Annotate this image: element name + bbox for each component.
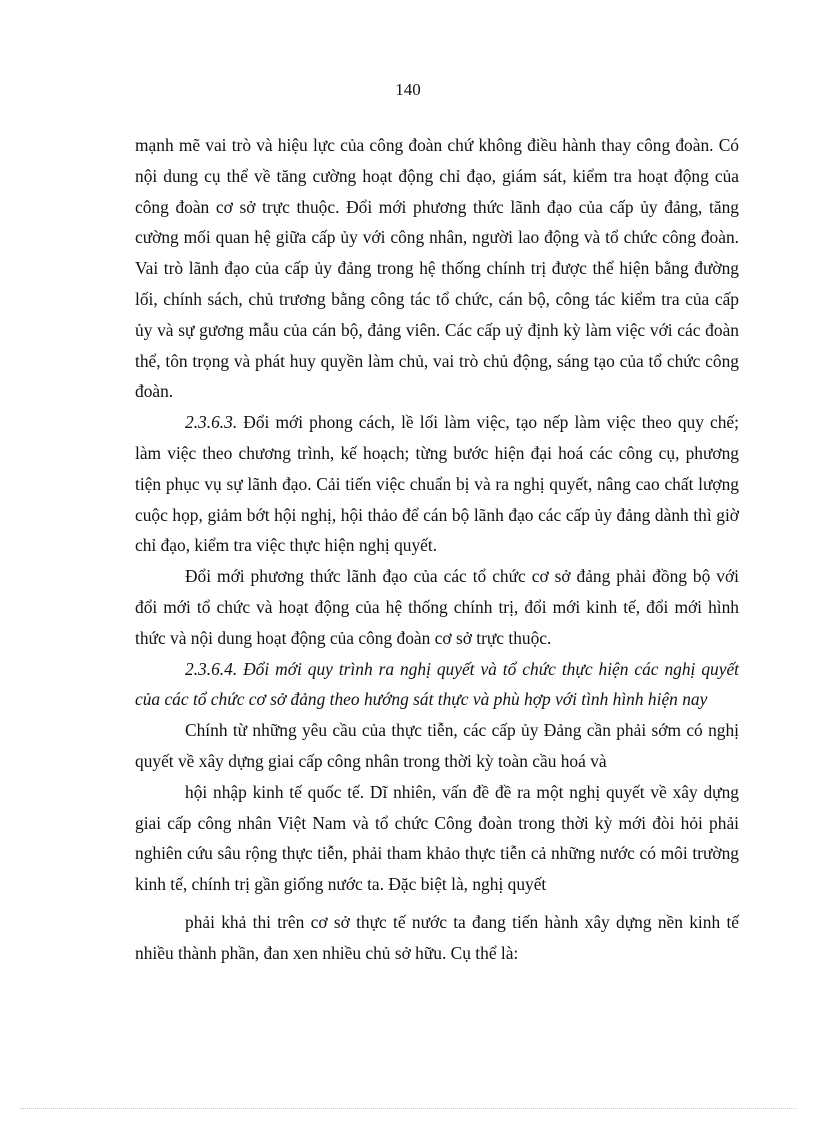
page-number: 140 [395,80,421,99]
paragraph-2 [135,407,739,561]
section-heading: 2.3.6.4. Đổi mới quy trình ra nghị quyết và tổ chức thực hiện các nghị quyết của các tổ chức cơ sở đảng theo hướng sát thực và phù hợp với tình hình hiện nay [135,658,739,710]
paragraph-2-text: Đổi mới phong cách, lề lối làm việc, tạo nếp làm việc theo quy chế; làm việc theo chương trình, kế hoạch; từng bước hiện đại hoá các công cụ, phương tiện phục vụ sự lãnh đạo. Cải tiến việc chuẩn bị và ra nghị quyết, nâng cao chất lượng cuộc họp, giảm bớt hội nghị, hội thảo để cán bộ lãnh đạo các cấp ủy đảng dành thì giờ chỉ đạo, kiểm tra việc thực hiện nghị quyết. [135,412,739,556]
paragraph-3: Đổi mới phương thức lãnh đạo của các tổ chức cơ sở đảng phải đồng bộ với đổi mới tổ chức và hoạt động của hệ thống chính trị, đổi mới kinh tế, đổi mới hình thức và nội dung hoạt động của công đoàn cơ sở trực thuộc. [135,566,739,648]
paragraph-5: hội nhập kinh tế quốc tế. Dĩ nhiên, vấn đề đề ra một nghị quyết về xây dựng giai cấp công nhân Việt Nam và tổ chức Công đoàn trong thời kỳ mới đòi hỏi phải nghiên cứu sâu rộng thực tiễn, phải tham khảo thực tiễn cả những nước có môi trường kinh tế, chính trị gần giống nước ta. Đặc biệt là, nghị quyết [135,781,739,895]
document-body [135,130,739,969]
footer-divider [20,1108,796,1109]
paragraph-4: Chính từ những yêu cầu của thực tiễn, các cấp ủy Đảng cần phải sớm có nghị quyết về xây dựng giai cấp công nhân trong thời kỳ toàn cầu hoá và [135,720,739,771]
paragraph-6: phải khả thi trên cơ sở thực tế nước ta đang tiến hành xây dựng nền kinh tế nhiều thành phần, đan xen nhiều chủ sở hữu. Cụ thể là: [135,911,739,963]
section-number: 2.3.6.3. [185,412,238,433]
paragraph-1: mạnh mẽ vai trò và hiệu lực của công đoàn chứ không điều hành thay công đoàn. Có nội dung cụ thể về tăng cường hoạt động chỉ đạo, giám sát, kiểm tra hoạt động của công đoàn cơ sở trực thuộc. Đổi mới phương thức lãnh đạo của cấp ủy đảng, tăng cường mối quan hệ giữa cấp ủy với công nhân, người lao động và tổ chức công đoàn. Vai trò lãnh đạo của cấp ủy đảng trong hệ thống chính trị được thể hiện bằng đường lối, chính sách, chủ trương bằng công tác tổ chức, cán bộ, công tác kiểm tra của cấp ủy và sự gương mẫu của cán bộ, đảng viên. Các cấp uỷ định kỳ làm việc với các đoàn thể, tôn trọng và phát huy quyền làm chủ, vai trò chủ động, sáng tạo của tổ chức công đoàn. [135,135,739,402]
